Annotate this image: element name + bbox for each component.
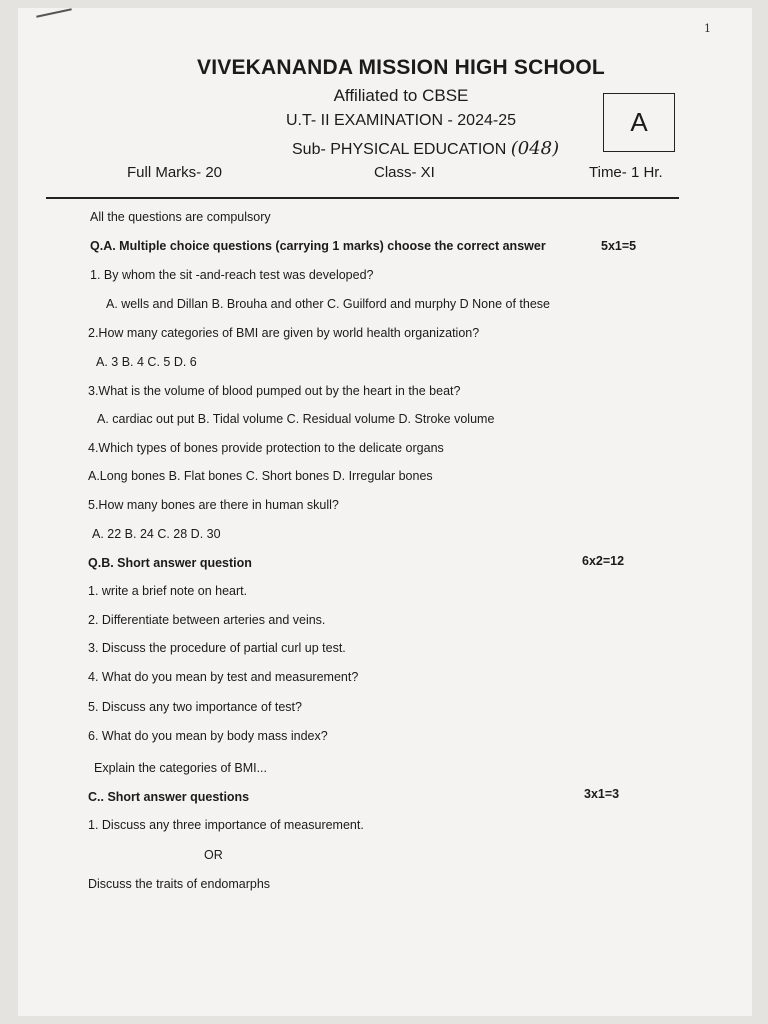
subject-line (292, 138, 559, 159)
question: 3. Discuss the procedure of partial curl up test. (88, 641, 346, 655)
subject: Sub- PHYSICAL EDUCATION (292, 141, 507, 158)
section-c-marks: 3x1=3 (584, 787, 620, 801)
question: 1. Discuss any three importance of measurement. (88, 818, 364, 832)
question: 3.What is the volume of blood pumped out by the heart in the beat? (88, 384, 461, 398)
header-divider (46, 197, 679, 199)
subject-code: (048) (510, 138, 560, 159)
question: 5. Discuss any two importance of test? (88, 700, 302, 714)
section-b-marks: 6x2=12 (582, 554, 625, 568)
question: 1. write a brief note on heart. (88, 584, 248, 598)
page-number: 1 (704, 22, 711, 35)
question: 6. What do you mean by body mass index? (88, 729, 328, 743)
section-b-title: Q.B. Short answer question (88, 556, 252, 570)
question: 4. What do you mean by test and measurement? (88, 670, 359, 684)
options: A. 22 B. 24 C. 28 D. 30 (92, 527, 221, 541)
instruction: All the questions are compulsory (90, 210, 271, 224)
question: 4.Which types of bones provide protection to the delicate organs (88, 441, 444, 455)
question-paper (18, 8, 752, 1016)
options: A. cardiac out put B. Tidal volume C. Residual volume D. Stroke volume (97, 412, 495, 426)
school-name: VIVEKANANDA MISSION HIGH SCHOOL (197, 56, 605, 79)
options: A. 3 B. 4 C. 5 D. 6 (96, 355, 197, 369)
time-label: Time- 1 Hr. (589, 164, 663, 181)
class-label: Class- XI (374, 164, 435, 181)
section-a-marks: 5x1=5 (601, 239, 637, 253)
question-continuation: Explain the categories of BMI... (94, 761, 268, 775)
section-c-title: C.. Short answer questions (88, 790, 250, 804)
options: A.Long bones B. Flat bones C. Short bones D. Irregular bones (88, 469, 433, 483)
full-marks: Full Marks- 20 (127, 164, 223, 181)
or-label: OR (204, 848, 223, 862)
affiliation: Affiliated to CBSE (333, 86, 469, 105)
question: 1. By whom the sit -and-reach test was developed? (90, 268, 374, 282)
set-box: A (603, 93, 675, 152)
section-a-title: Q.A. Multiple choice questions (carrying 1 marks) choose the correct answer (90, 239, 546, 253)
question: 2.How many categories of BMI are given by world health organization? (88, 326, 480, 340)
options: A. wells and Dillan B. Brouha and other C. Guilford and murphy D None of these (106, 297, 550, 311)
question: 5.How many bones are there in human skull? (88, 498, 339, 512)
question: 2. Differentiate between arteries and veins. (88, 613, 326, 627)
exam-title: U.T- II EXAMINATION - 2024-25 (286, 112, 516, 129)
question: Discuss the traits of endomarphs (88, 877, 271, 891)
